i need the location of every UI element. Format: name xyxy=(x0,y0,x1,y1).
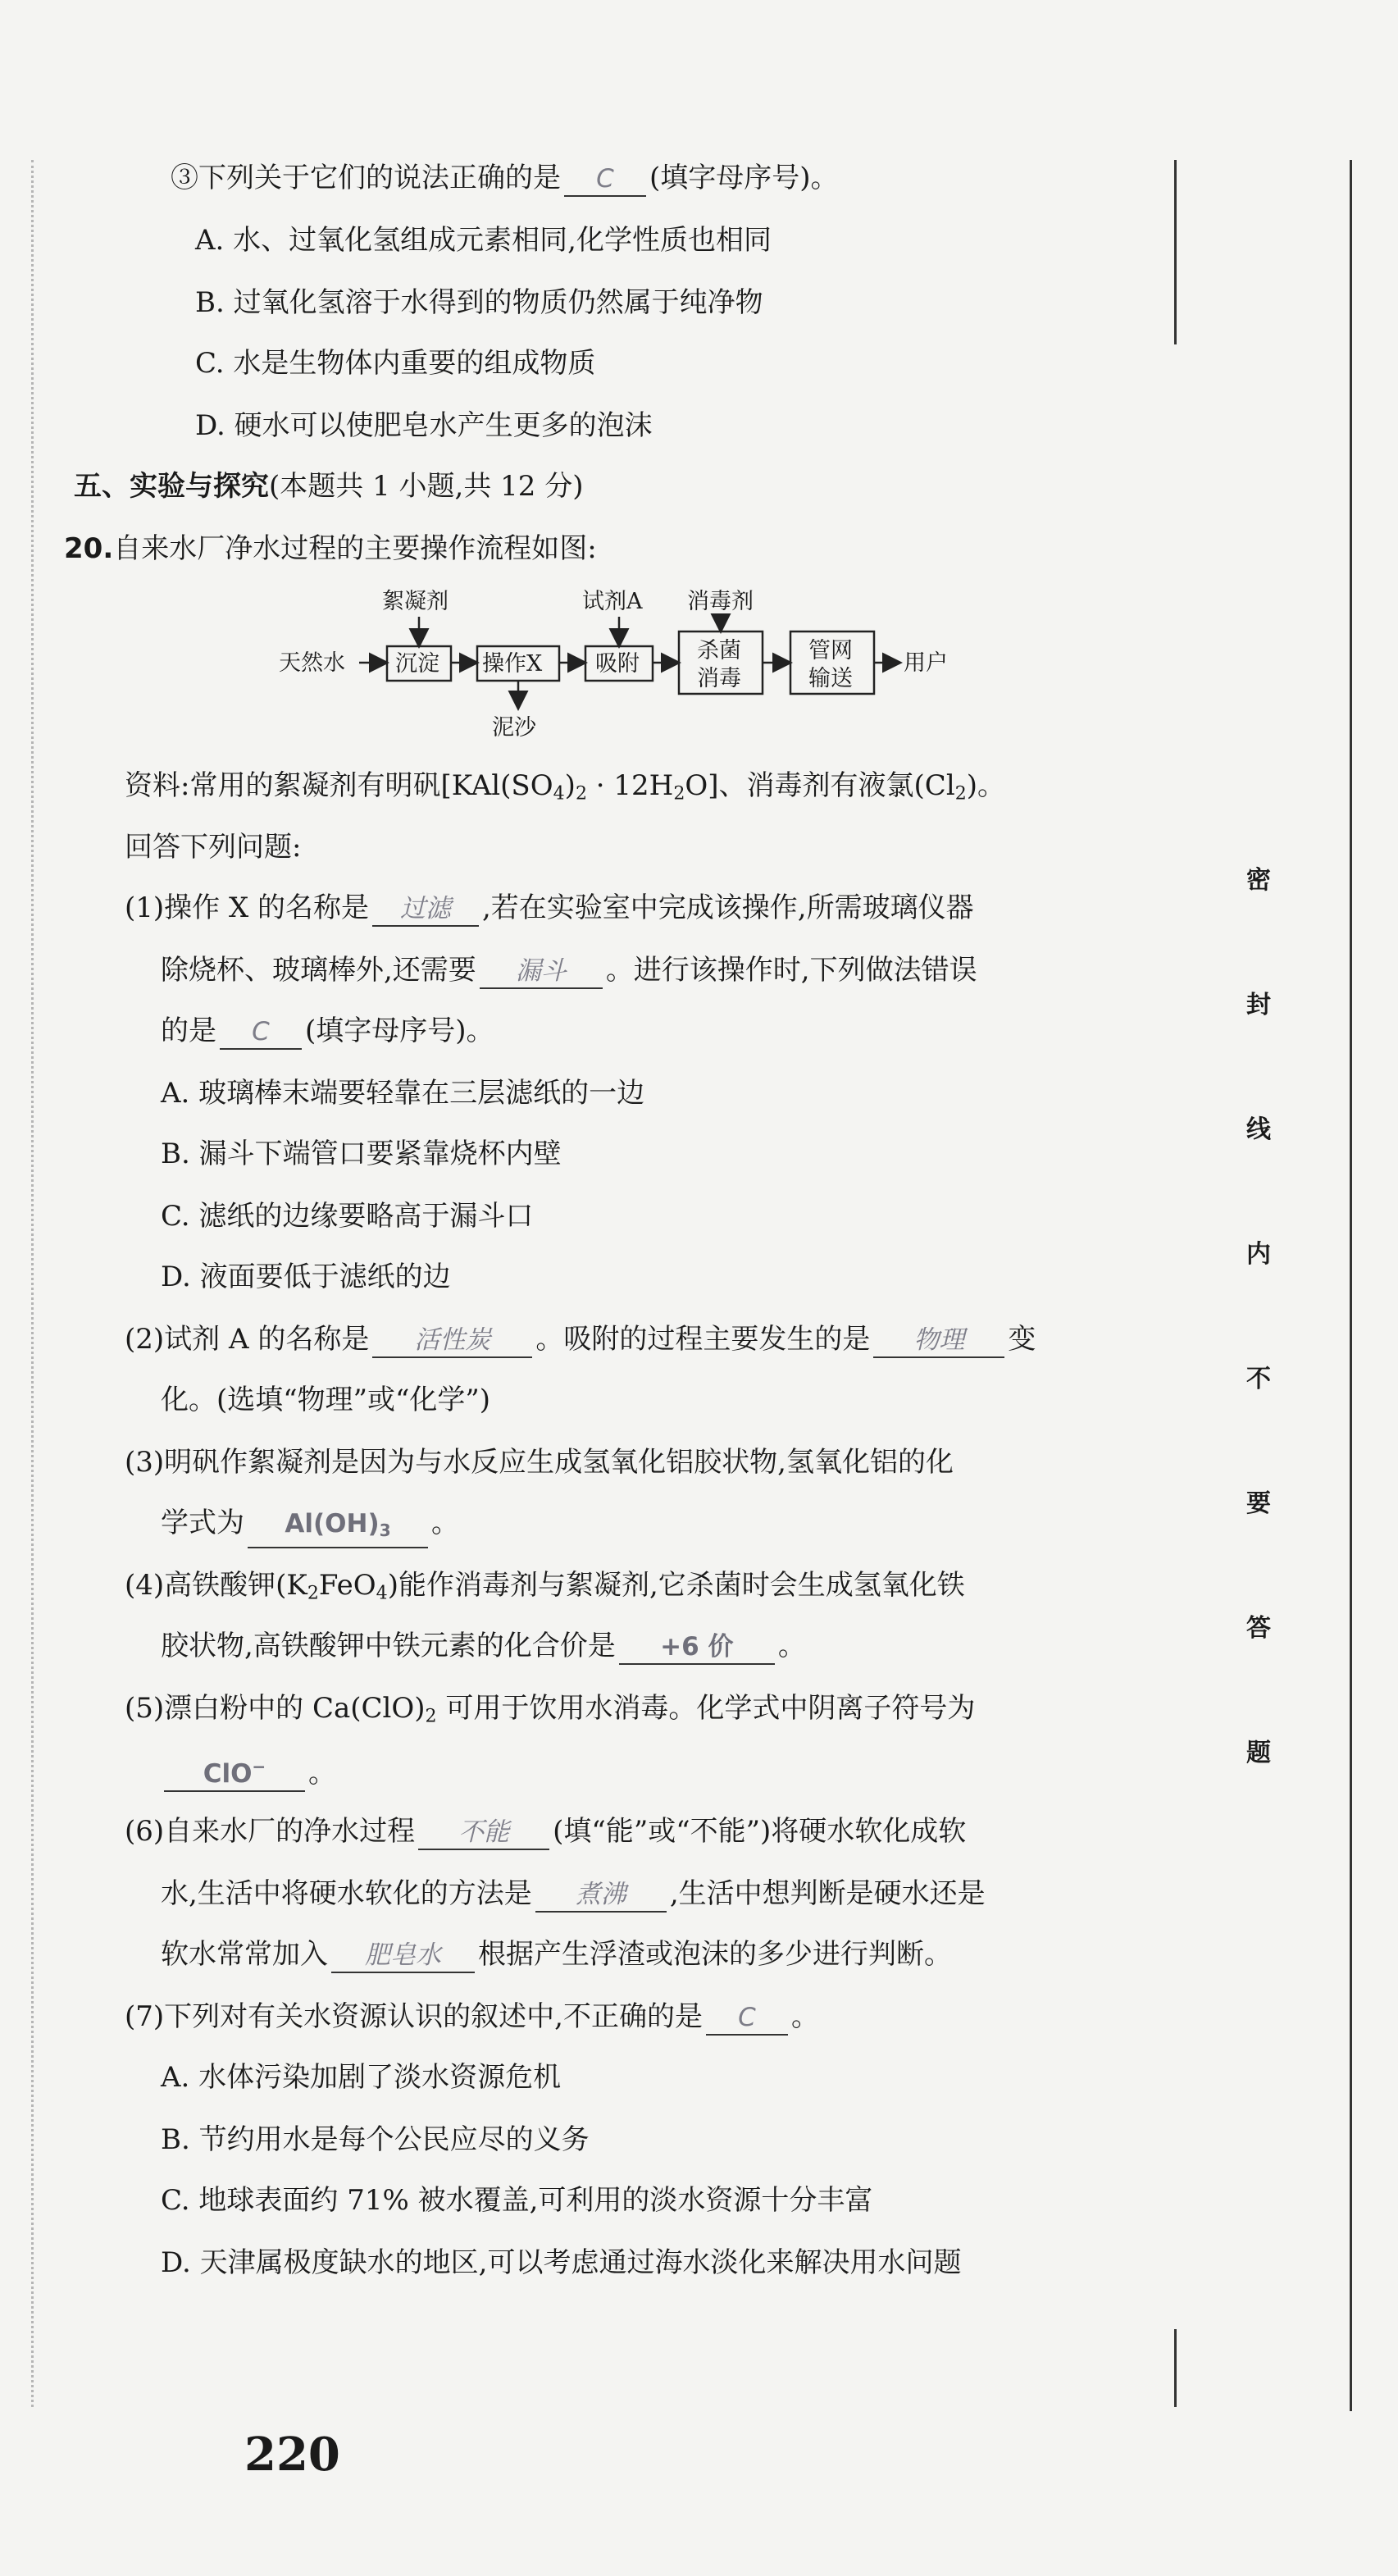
p3-answer-formula xyxy=(248,1507,428,1548)
p5-subscript: 2 xyxy=(425,1705,437,1727)
p7-option-c: C. 地球表面约 71% 被水覆盖,可利用的淡水资源十分丰富 xyxy=(161,2184,873,2217)
p2-answer-reagent: 活性炭 xyxy=(372,1324,532,1358)
right-margin-rule-top xyxy=(1174,160,1177,344)
p4-subscript: 2 xyxy=(307,1582,319,1604)
material-text: 资料:常用的絮凝剂有明矾[KAl(SO xyxy=(125,769,553,802)
p5-answer-main: ClO xyxy=(203,1759,253,1790)
q20-material xyxy=(125,767,1005,813)
p6-text: 水,生活中将硬水软化的方法是 xyxy=(161,1877,532,1910)
p1-option-a: A. 玻璃棒末端要轻靠在三层滤纸的一边 xyxy=(161,1077,645,1110)
seal-char: 要 xyxy=(1246,1489,1271,1518)
q20-p6-line2 xyxy=(161,1875,986,1913)
p7-option-b: B. 节约用水是每个公民应尽的义务 xyxy=(161,2123,590,2156)
material-subscript: 2 xyxy=(954,782,967,805)
q20-p4-line2 xyxy=(161,1627,806,1665)
p6-text: (6)自来水厂的净水过程 xyxy=(125,1815,416,1848)
q20-p2-line1 xyxy=(125,1320,1036,1358)
material-subscript: 2 xyxy=(673,782,685,805)
q20-answer-intro: 回答下列问题: xyxy=(125,831,302,864)
p7-answer: C xyxy=(706,2001,788,2036)
p1-text: ,若在实验室中完成该操作,所需玻璃仪器 xyxy=(481,891,974,924)
q19-part3-answer-blank: C xyxy=(564,162,646,197)
p4-text: 。 xyxy=(777,1630,806,1662)
q20-stem-line xyxy=(64,530,597,568)
left-dotted-binding-line xyxy=(31,160,34,2407)
q20-p5-line1 xyxy=(125,1689,975,1735)
p5-answer-anion xyxy=(164,1750,305,1792)
section5-desc: (本题共 1 小题,共 12 分) xyxy=(269,470,584,503)
p5-answer-superscript: − xyxy=(252,1757,266,1776)
flow-box-disinfection-label-2: 消毒 xyxy=(697,666,741,691)
q20-stem: 自来水厂净水过程的主要操作流程如图: xyxy=(113,532,597,565)
section5-title: 五、实验与探究 xyxy=(74,470,269,503)
p1-answer-instrument: 漏斗 xyxy=(480,955,603,989)
p1-text: (1)操作 X 的名称是 xyxy=(125,891,369,924)
q20-p7-line1 xyxy=(125,1998,819,2036)
material-subscript: 2 xyxy=(575,782,587,805)
p1-option-c: C. 滤纸的边缘要略高于漏斗口 xyxy=(161,1200,534,1233)
section5-heading xyxy=(74,467,583,505)
p6-answer-can-soften: 不能 xyxy=(418,1816,549,1850)
p4-answer-valence: +6 价 xyxy=(619,1630,775,1665)
flow-box-pipe-delivery xyxy=(790,631,874,694)
material-text: O]、消毒剂有液氯(Cl xyxy=(685,769,955,802)
flow-box-sedimentation-label: 沉淀 xyxy=(395,651,439,677)
q19-part3-prompt: ③下列关于它们的说法正确的是 xyxy=(171,162,561,194)
q20-p6-line1 xyxy=(125,1812,966,1850)
p1-text: 。进行该操作时,下列做法错误 xyxy=(605,954,977,987)
q19-part3-line xyxy=(171,159,839,197)
right-margin-rule-bottom xyxy=(1174,2329,1177,2407)
q20-p5-line2 xyxy=(161,1750,336,1792)
p4-text: (4)高铁酸钾(K xyxy=(125,1569,307,1602)
q19-part3-hint: (填字母序号)。 xyxy=(649,162,839,194)
p6-text: 软水常常加入 xyxy=(161,1938,328,1971)
p4-text: FeO xyxy=(318,1569,376,1602)
page-number: 220 xyxy=(244,2428,340,2482)
p7-option-d: D. 天津属极度缺水的地区,可以考虑通过海水淡化来解决用水问题 xyxy=(161,2246,962,2279)
flow-box-disinfection xyxy=(679,631,763,694)
p3-text: 。 xyxy=(431,1507,459,1539)
outer-margin-rule xyxy=(1350,160,1352,2411)
flow-input-disinfectant: 消毒剂 xyxy=(687,589,754,614)
flow-box-adsorption xyxy=(585,646,653,681)
p1-answer-wrong-option: C xyxy=(220,1015,302,1050)
p1-text: 除烧杯、玻璃棒外,还需要 xyxy=(161,954,476,987)
p1-option-b: B. 漏斗下端管口要紧靠烧杯内壁 xyxy=(161,1138,562,1170)
p7-text: (7)下列对有关水资源认识的叙述中,不正确的是 xyxy=(125,2000,703,2033)
p1-text: (填字母序号)。 xyxy=(305,1014,494,1047)
p4-text: 胶状物,高铁酸钾中铁元素的化合价是 xyxy=(161,1630,616,1662)
flow-input-reagent-a: 试剂A xyxy=(582,589,643,614)
p6-answer-softening-method: 煮沸 xyxy=(535,1878,667,1913)
p6-text: 根据产生浮渣或泡沫的多少进行判断。 xyxy=(478,1938,952,1971)
p7-option-a: A. 水体污染加剧了淡水资源危机 xyxy=(161,2061,562,2094)
p2-answer-change-type: 物理 xyxy=(873,1324,1004,1358)
p2-text: (2)试剂 A 的名称是 xyxy=(125,1323,370,1356)
flow-output-sediment: 泥沙 xyxy=(492,715,536,741)
flow-box-operation-x-label: 操作X xyxy=(482,651,543,677)
water-treatment-flow-diagram xyxy=(271,584,976,744)
p4-subscript: 4 xyxy=(376,1582,388,1604)
seal-char: 密 xyxy=(1246,866,1271,895)
q19-option-c: C. 水是生物体内重要的组成物质 xyxy=(195,347,596,380)
q20-p6-line3 xyxy=(161,1935,952,1973)
p6-answer-test-reagent: 肥皂水 xyxy=(331,1939,475,1973)
p6-text: (填“能”或“不能”)将硬水软化成软 xyxy=(553,1815,967,1848)
p5-text: (5)漂白粉中的 Ca(ClO) xyxy=(125,1692,426,1725)
flow-input-flocculant: 絮凝剂 xyxy=(382,589,449,614)
flow-user: 用户 xyxy=(904,650,948,676)
q20-number: 20. xyxy=(64,532,114,565)
seal-char: 封 xyxy=(1246,991,1271,1019)
flow-box-adsorption-label: 吸附 xyxy=(595,651,640,677)
p5-text: 可用于饮用水消毒。化学式中阴离子符号为 xyxy=(436,1692,976,1725)
flow-box-operation-x xyxy=(477,646,559,681)
material-text: )。 xyxy=(966,769,1006,802)
flow-box-sedimentation xyxy=(387,646,451,681)
q19-option-a: A. 水、过氧化氢组成元素相同,化学性质也相同 xyxy=(195,224,772,257)
flow-box-pipe-delivery-label-1: 管网 xyxy=(808,638,853,663)
p3-text: 学式为 xyxy=(161,1507,244,1539)
flow-box-pipe-delivery-label-2: 输送 xyxy=(808,666,853,691)
flow-box-disinfection-label-1: 杀菌 xyxy=(697,638,741,663)
flow-source-natural-water: 天然水 xyxy=(279,650,345,676)
q20-p1-line1 xyxy=(125,889,974,927)
q19-option-d: D. 硬水可以使肥皂水产生更多的泡沫 xyxy=(195,409,653,442)
p1-answer-operation-name: 过滤 xyxy=(372,892,479,927)
q20-p1-line3 xyxy=(161,1012,494,1050)
q20-p3-line1: (3)明矾作絮凝剂是因为与水反应生成氢氧化铝胶状物,氢氧化铝的化 xyxy=(125,1446,954,1479)
q20-p1-line2 xyxy=(161,951,977,989)
q20-p3-line2 xyxy=(161,1504,459,1548)
p3-answer-subscript: 3 xyxy=(379,1521,391,1541)
p7-text: 。 xyxy=(790,2000,819,2033)
seal-char: 内 xyxy=(1246,1240,1271,1269)
material-subscript: 4 xyxy=(553,782,565,805)
p1-text: 的是 xyxy=(161,1014,216,1047)
seal-char: 不 xyxy=(1246,1365,1271,1393)
material-text: · 12H xyxy=(587,769,674,802)
seal-char: 答 xyxy=(1246,1614,1271,1643)
p3-answer-main: Al(OH) xyxy=(285,1509,380,1539)
seal-char: 题 xyxy=(1246,1739,1271,1767)
q19-option-b: B. 过氧化氢溶于水得到的物质仍然属于纯净物 xyxy=(195,286,763,319)
p5-text: 。 xyxy=(308,1757,336,1790)
p2-text: 变 xyxy=(1008,1323,1036,1356)
p4-text: )能作消毒剂与絮凝剂,它杀菌时会生成氢氧化铁 xyxy=(387,1569,965,1602)
q20-p4-line1 xyxy=(125,1566,965,1612)
material-text: ) xyxy=(564,769,576,802)
p6-text: ,生活中想判断是硬水还是 xyxy=(669,1877,986,1910)
q20-p2-line2: 化。(选填“物理”或“化学”) xyxy=(161,1384,491,1416)
p2-text: 。吸附的过程主要发生的是 xyxy=(535,1323,871,1356)
p1-option-d: D. 液面要低于滤纸的边 xyxy=(161,1261,451,1293)
seal-char: 线 xyxy=(1246,1115,1271,1144)
